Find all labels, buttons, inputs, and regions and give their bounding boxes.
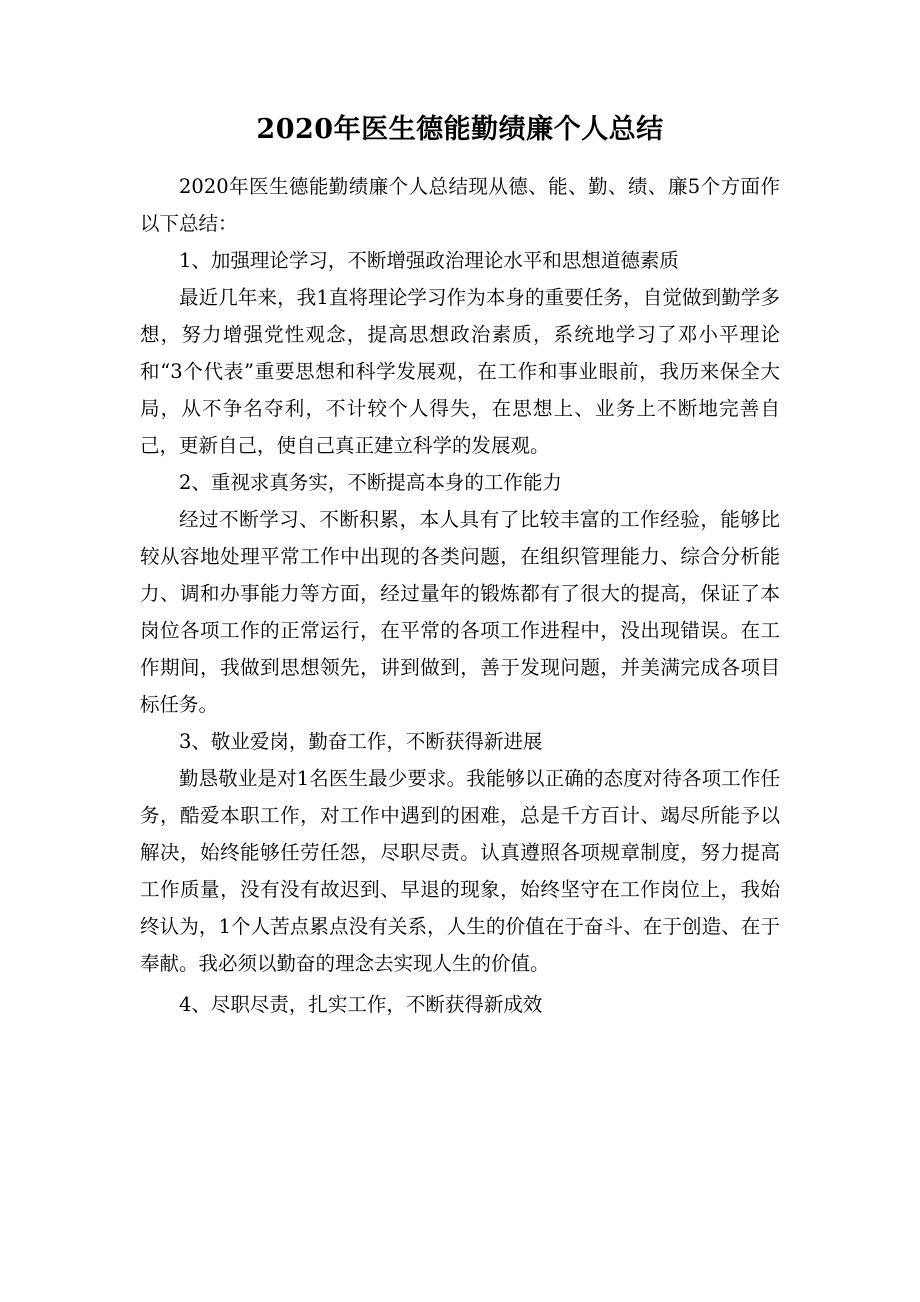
section-heading-1: 1、加强理论学习，不断增强政治理论水平和思想道德素质	[179, 249, 679, 272]
section-body-1: 最近几年来，我1直将理论学习作为本身的重要任务，自觉做到勤学多想，努力增强党性观念，提高思想政治素质，系统地学习了邓小平理论和“3个代表”重要思想和科学发展观，在工作和事业眼前，我历来保全大局，从不争名夺利，不计较个人得失，在思想上、业务上不断地完善自己，更新自己，使自己真正建立科学的发展观。	[140, 286, 780, 457]
intro-paragraph: 2020年医生德能勤绩廉个人总结现从德、能、勤、绩、廉5个方面作以下总结：	[140, 175, 780, 235]
section-heading-3: 3、敬业爱岗，勤奋工作，不断获得新进展	[179, 730, 543, 753]
section-body-2: 经过不断学习、不断积累，本人具有了比较丰富的工作经验，能够比较从容地处理平常工作中出现的各类问题，在组织管理能力、综合分析能力、调和办事能力等方面，经过量年的锻炼都有了很大的提高，保证了本岗位各项工作的正常运行，在平常的各项工作进程中，没出现错误。在工作期间，我做到思想领先，讲到做到，善于发现问题，并美满完成各项目标任务。	[140, 508, 780, 716]
document-body	[140, 168, 780, 1023]
document-title: 2020年医生德能勤绩廉个人总结	[256, 114, 664, 145]
section-body-3: 勤恳敬业是对1名医生最少要求。我能够以正确的态度对待各项工作任务，酷爱本职工作，对工作中遇到的困难，总是千方百计、竭尽所能予以解决，始终能够任劳任怨，尽职尽责。认真遵照各项规章制度，努力提高工作质量，没有没有故迟到、早退的现象，始终坚守在工作岗位上，我始终认为，1个人苦点累点没有关系，人生的价值在于奋斗、在于创造、在于奉献。我必须以勤奋的理念去实现人生的价值。	[140, 767, 780, 975]
section-heading-2: 2、重视求真务实，不断提高本身的工作能力	[179, 471, 562, 494]
section-heading-4: 4、尽职尽责，扎实工作，不断获得新成效	[179, 993, 543, 1016]
